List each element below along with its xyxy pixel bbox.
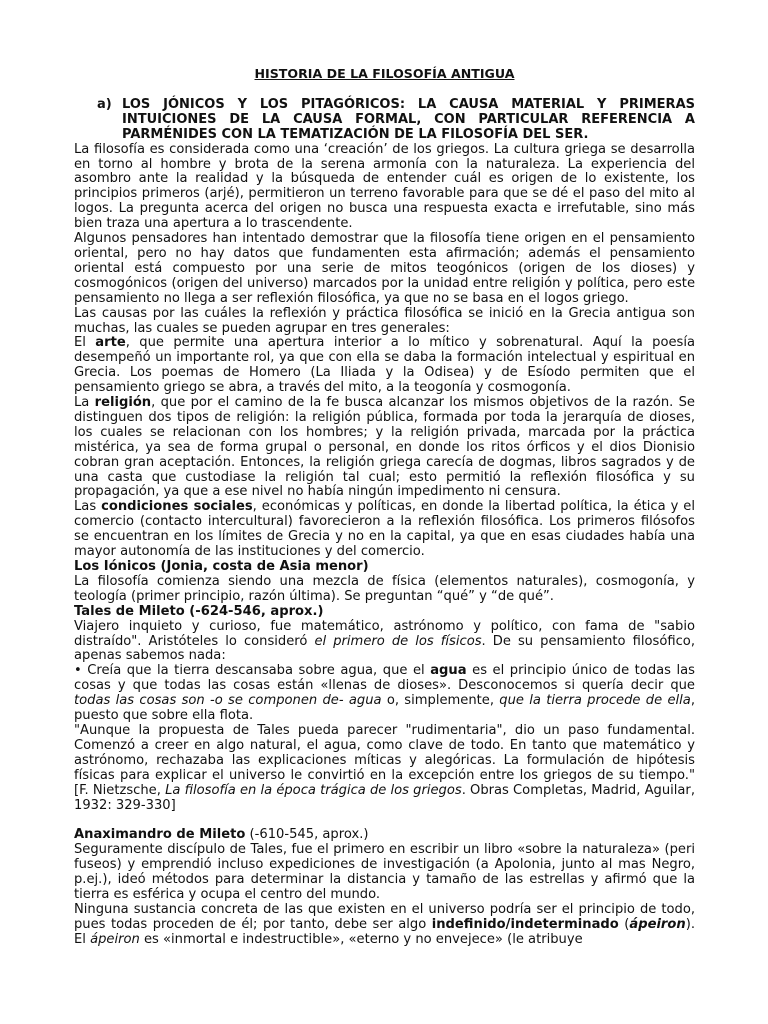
paragraph-apeiron <box>74 903 695 948</box>
section-heading-a <box>97 98 695 143</box>
document-title: HISTORIA DE LA FILOSOFÍA ANTIGUA <box>254 66 515 81</box>
text-run: , que por el camino de la fe busca alcanzar los mismos objetivos de la razón. Se distinguen dos tipos de religión: la religión pública, formada por toda la jerarquía de dioses, los cuales se relacionan con los hombres; y la religión privada, marcada por la práctica mistérica, ya sea de forma grupal o personal, en donde los ritos órficos y el dios Dionisio cobran gran aceptación. Entonces, la religión griega carecía de dogmas, libros sagrados y de una casta que custodiase la religión tal cual; esto permitió la reflexión filosófica y su propagación, ya que a ese nivel no había ningún impedimento ni censura. <box>74 395 695 500</box>
paragraph-anaximandro-bio: Seguramente discípulo de Tales, fue el primero en escribir un libro «sobre la naturaleza» (peri fuseos) y emprendió incluso expediciones de investigación (a Apolonia, junto al mas Negro, p.ej.), ideó métodos para determinar la distancia y tamaño de las estrellas y afirmó que la tierra es esférica y ocupa el centro del mundo. <box>74 842 695 903</box>
heading-tales-text: Tales de Mileto (-624-546, aprox.) <box>74 603 324 619</box>
section-marker: a) <box>97 96 112 112</box>
paragraph-arte <box>74 336 695 396</box>
paragraph-oriental: Algunos pensadores han intentado demostrar que la filosofía tiene origen en el pensamiento oriental, pero no hay datos que fundamenten esta afirmación; además el pensamiento oriental está compuesto por una serie de mitos teogónicos (origen de los dioses) y cosmogónicos (origen del universo) marcados por la unidad entre religión y política, pero este pensamiento no llega a ser reflexión filosófica, ya que no se basa en el logos griego. <box>74 231 695 306</box>
paragraph-tales-agua <box>74 664 695 724</box>
section-heading-text: LOS JÓNICOS Y LOS PITAGÓRICOS: LA CAUSA MATERIAL Y PRIMERAS INTUICIONES DE LA CAUSA FORMAL, CON PARTICULAR REFERENCIA A PARMÉNIDES CON LA TEMATIZACIÓN DE LA FILOSOFÍA DEL SER. <box>122 96 695 142</box>
text-run: Las <box>74 499 102 515</box>
text-run: , puesto que sobre ella flota. <box>74 693 695 724</box>
text-run: , que permite una apertura interior a lo mítico y sobrenatural. Aquí la poesía desempeñó un importante rol, ya que con ella se daba la formación intelectual y espiritual en Grecia. Los poemas de Homero (La Iliada y la Odisea) y de Esíodo permiten que el pensamiento griego se abra, a través del mito, a la teogonía y cosmogonía. <box>74 335 695 396</box>
text-run: Ninguna sustancia concreta de las que existen en el universo podría ser el principio de todo, pues todas proceden de él; por tanto, debe ser algo <box>74 901 695 932</box>
text-run: es «inmortal e indestructible», «eterno y no envejece» (le atribuye <box>139 931 583 947</box>
paragraph-causas: Las causas por las cuáles la reflexión y práctica filosófica se inició en la Grecia antigua son muchas, las cuales se pueden agrupar en tres generales: <box>74 305 695 336</box>
text-run: . De su pensamiento filosófico, apenas sabemos nada: <box>74 633 695 664</box>
heading-anaximandro <box>74 828 695 843</box>
heading-tales <box>74 605 695 620</box>
keyword-indefinido: indefinido/indeterminado <box>431 916 619 932</box>
paragraph-condiciones <box>74 500 695 560</box>
heading-jonicos-text: Los Iónicos (Jonia, costa de Asia menor) <box>74 559 369 574</box>
paragraph-religion <box>74 396 695 500</box>
paragraph-intro: La filosofía es considerada como una ‘creación’ de los griegos. La cultura griega se desarrolla en torno al hombre y brota de la serena armonía con la naturaleza. La experiencia del asombro ante la realidad y la búsqueda de entender cuál es origen de lo existente, los principios primeros (arjé), permitieron un terreno favorable para que se dé el paso del mito al logos. La pregunta acerca del origen no busca una respuesta exacta e irrefutable, sino más bien traza una apertura a lo trascendente. <box>74 141 695 232</box>
italic-run: todas las cosas son -o se componen de- agua <box>74 693 382 709</box>
paragraph-tales-quote <box>74 724 695 813</box>
text-run: La <box>74 395 95 411</box>
heading-anaximandro-name: Anaximandro de Mileto <box>74 827 246 843</box>
text-run: o, simplemente, <box>381 693 500 709</box>
text-run: "Aunque la propuesta de Tales pueda parecer "rudimentaria", dio un paso fundamental. Comenzó a creer en algo natural, el agua, como clave de todo. En tanto que matemático y astrónomo, rechazaba las explicaciones míticas y alegóricas. La formulación de hipótesis físicas para explicar el universo le convirtió en la excepción entre los griegos de su tiempo." [F. Nietzsche, <box>74 722 695 798</box>
keyword-religion: religión <box>94 395 152 411</box>
text-run: El <box>74 335 96 351</box>
keyword-condiciones: condiciones sociales <box>101 499 253 515</box>
text-run: ( <box>618 916 630 932</box>
paragraph-jonicos: La filosofía comienza siendo una mezcla de física (elementos naturales), cosmogonía, y teología (primer principio, razón última). Se preguntan “qué” y “de qué”. <box>74 573 695 604</box>
italic-run: que la tierra procede de ella <box>499 693 691 709</box>
heading-anaximandro-dates: (-610-545, aprox.) <box>245 827 369 843</box>
keyword-apeiron <box>629 917 685 932</box>
italic-run: La filosofía en la época trágica de los griegos <box>165 782 462 798</box>
text-run: . Obras Completas, Madrid, Aguilar, 1932: 329-330] <box>74 782 695 813</box>
italic-run: ápeiron <box>90 931 140 947</box>
keyword-arte: arte <box>95 335 126 351</box>
spacer <box>74 813 695 828</box>
italic-run: ápeiron <box>629 916 686 932</box>
text-run: , económicas y políticas, en donde la libertad política, la ética y el comercio (contacto intercultural) favorecieron a la reflexión filosófica. Los primeros filósofos se encuentran en los límites de Grecia y no en la capital, ya que en esas ciudades había una mayor autonomía de las instituciones y del comercio. <box>74 499 695 560</box>
text-run: es el principio único de todas las cosas y que todas las cosas están «llenas de dioses». Desconocemos si quería decir que <box>74 663 696 694</box>
keyword-agua: agua <box>430 663 467 679</box>
italic-run: el primero de los físicos <box>314 633 482 649</box>
text-run: • Creía que la tierra descansaba sobre agua, que el <box>74 663 431 679</box>
heading-jonicos <box>74 560 695 575</box>
text-run: ). El <box>74 916 695 947</box>
text-run: Viajero inquieto y curioso, fue matemático, astrónomo y político, con fama de "sabio distraído". Aristóteles lo consideró <box>74 618 695 649</box>
paragraph-tales-bio <box>74 620 695 665</box>
